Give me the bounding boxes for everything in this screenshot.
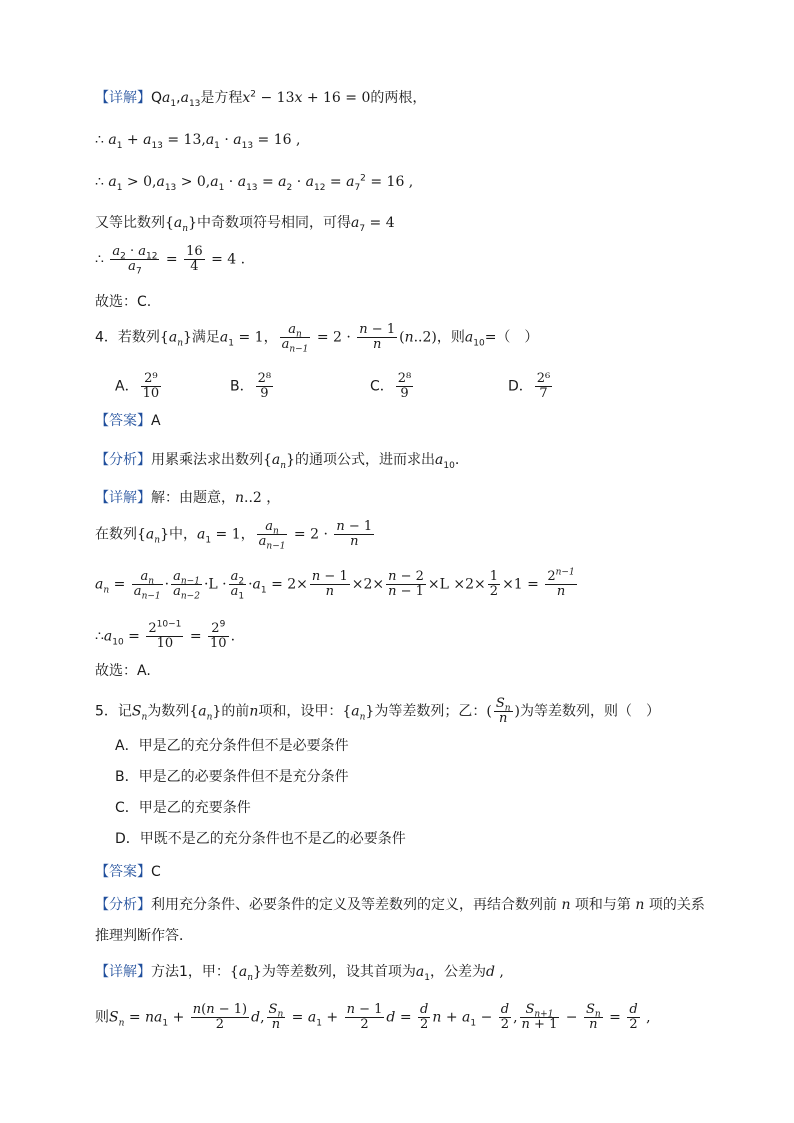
q4-stem: 4．若数列$\{a_n\}$满足$a_1 = 1$， $\frac{a_n}{a_{n-1}}$ = 2 · $\frac{n - 1}{n}$ (n..2)，则$a_{10}=$（ ）: [95, 322, 539, 355]
q5-option-a: A．甲是乙的充分条件但不是必要条件: [115, 738, 349, 754]
q5-option-c: C．甲是乙的充要条件: [115, 800, 251, 816]
q3-detail-line2: ∴ $a_1 + a_{13} = 13,a_1 \cdot a_{13} = 16$ ,: [95, 132, 301, 151]
detail-tag: 【详解】: [95, 90, 151, 106]
q5-option-d: D．甲既不是乙的充分条件也不是乙的必要条件: [115, 831, 406, 847]
q3-detail-line5: ∴ $\frac{a_2 \cdot a_{12}}{a_7}$ = $\frac{16}{4}$ = 4 .: [95, 244, 246, 277]
q3-answer: 故选：C.: [95, 294, 152, 310]
q3-detail-line1: 【详解】$Qa_1,a_{13}$是方程$x^2 - 13x + 16 = 0$的两根，: [95, 89, 427, 109]
q5-detail-line2: 则$S_n = na_1$ + $\frac{n(n - 1)}{2}$ d, $\frac{S_n}{n}$ = $a_1$ + $\frac{n - 1}{2}$ d = $\frac{d}{2}$ $n + a_1$ − $\frac{d}{2}$ , $\frac{S_{n+1}}{n + 1}$ − $\frac{S_n}{n}$ = $\frac{d}{2}$ ,: [95, 1002, 651, 1032]
q4-option-c: C． $\frac{\text{2⁸}}{9}$: [370, 371, 412, 401]
q4-answer-text: 故选：A.: [95, 663, 151, 679]
q4-analysis: 【分析】用累乘法求出数列$\{a_n\}$的通项公式，进而求出$a_{10}$.: [95, 452, 460, 471]
q5-detail-line1: 【详解】方法1，甲：$\{a_n\}$为等差数列，设其首项为$a_1$，公差为d ,: [95, 964, 504, 983]
q5-option-b: B．甲是乙的必要条件但不是充分条件: [115, 769, 349, 785]
q5-answer: 【答案】C: [95, 864, 161, 880]
q4-detail-line1: 【详解】解：由题意，n..2 ，: [95, 490, 281, 506]
q5-stem: 5．记$S_n$为数列$\{a_n\}$的前n项和，设甲：$\{a_n\}$为等差数列；乙：( $\frac{S_n}{n}$ )为等差数列，则（ ）: [95, 696, 660, 726]
q4-option-b: B． $\frac{\text{2⁸}}{9}$: [230, 371, 272, 401]
q4-answer: 【答案】A: [95, 413, 161, 429]
q4-option-a: A． $\frac{\text{2⁹}}{10}$: [115, 371, 160, 401]
q4-option-d: D． $\frac{\text{2⁶}}{7}$: [508, 371, 551, 401]
q4-detail-line4: $\therefore a_{10}$ = $\frac{2^{10-1}}{10}$ = $\frac{2^9}{10}$ .: [95, 619, 236, 651]
q5-analysis-line1: 【分析】利用充分条件、必要条件的定义及等差数列的定义，再结合数列前 n 项和与第 n 项的关系: [95, 897, 705, 913]
q4-detail-line3: $a_n$ = $\frac{a_n}{a_{n-1}}$ · $\frac{a_{n-1}}{a_{n-2}}$ ·L · $\frac{a_2}{a_1}$ $\cdot a_1 = 2\times$ $\frac{n - 1}{n}$ ×2× $\frac{n - 2}{n - 1}$ ×L ×2× $\frac{1}{2}$ ×1 = $\frac{2^{n-1}}{n}$: [95, 567, 575, 602]
q5-analysis-line2: 推理判断作答．: [95, 928, 193, 944]
q3-detail-line4: 又等比数列$\{a_n\}$中奇数项符号相同，可得$a_7 = 4$: [95, 215, 395, 234]
q4-detail-line2: 在数列$\{a_n\}$中，$a_1 = 1$， $\frac{a_n}{a_{n-1}}$ = 2 · $\frac{n - 1}{n}$: [95, 519, 373, 552]
q3-detail-line3: ∴ $a_1 > 0,a_{13} > 0,a_1 \cdot a_{13} = a_2 \cdot a_{12} = a_7^2 = 16$ ,: [95, 173, 414, 193]
